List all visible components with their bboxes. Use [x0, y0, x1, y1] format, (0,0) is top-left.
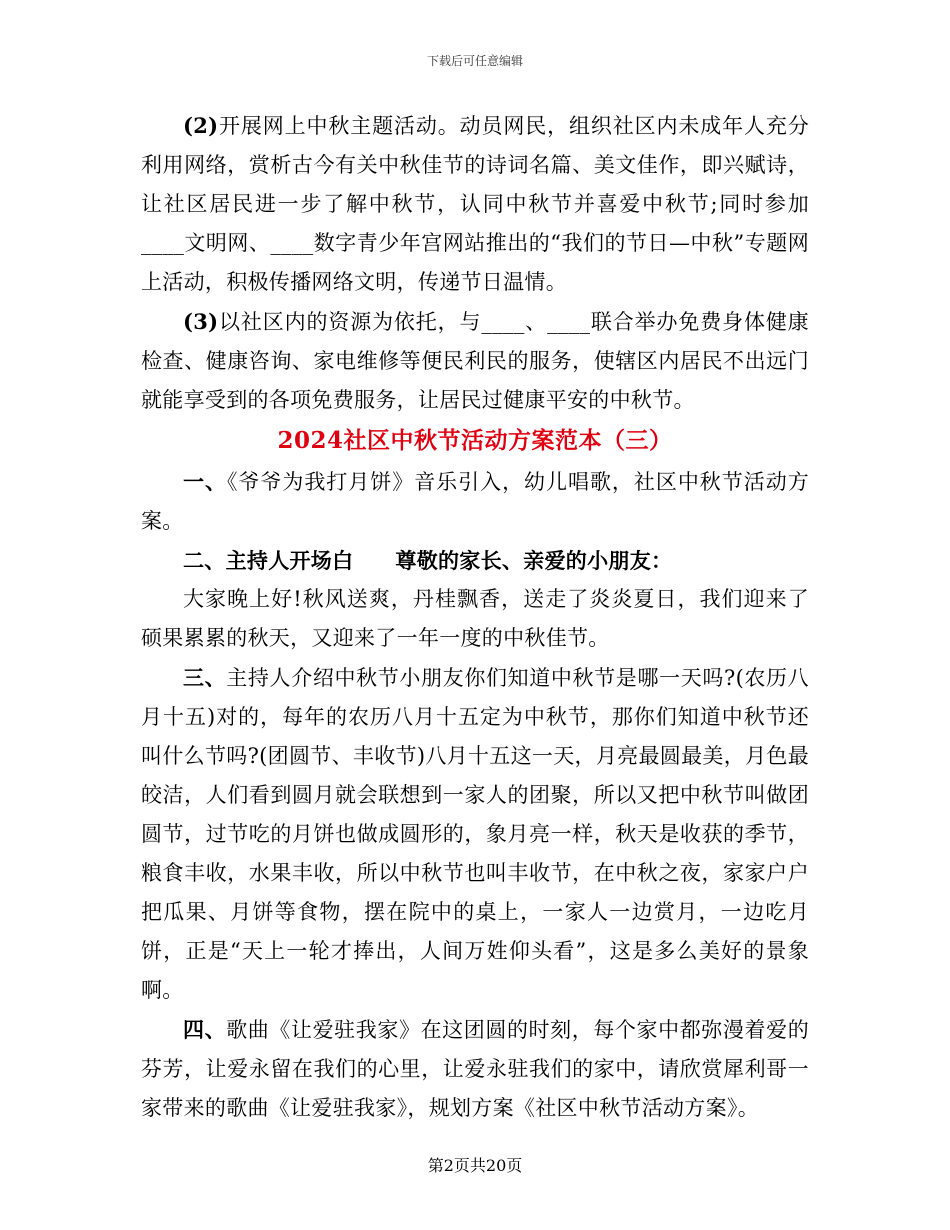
- section-number: 一、: [183, 469, 227, 494]
- paragraph-item-2: [141, 106, 809, 302]
- paragraph-text: 主持人介绍中秋节小朋友你们知道中秋节是哪一天吗?(农历八月十五)对的，每年的农历八月十五定为中秋节，那你们知道中秋节还叫什么节吗?(团圆节、丰收节)八月十五这一天，月亮最圆最美，月色最皎洁，人们看到圆月就会联想到一家人的团聚，所以又把中秋节叫做团圆节，过节吃的月饼也做成圆形的，象月亮一样，秋天是收获的季节，粮食丰收，水果丰收，所以中秋节也叫丰收节，在中秋之夜，家家户户把瓜果、月饼等食物，摆在院中的桌上，一家人一边赏月，一边吃月饼，正是“天上一轮才捧出，人间万姓仰头看”，这是多么美好的景象啊。: [141, 666, 809, 1002]
- paragraph-section-2-body: [141, 580, 809, 658]
- page-footer: 第2页共20页: [427, 1156, 523, 1175]
- paragraph-section-4: [141, 1010, 809, 1128]
- section-number: 三、: [183, 665, 227, 690]
- paragraph-text: 开展网上中秋主题活动。动员网民，组织社区内未成年人充分利用网络，赏析古今有关中秋佳节的诗词名篇、美文佳作，即兴赋诗，让社区居民进一步了解中秋节，认同中秋节并喜爱中秋节;同时参加____文明网、____数字青少年宫网站推出的“我们的节日—中秋”专题网上活动，积极传播网络文明，传递节日温情。: [141, 114, 809, 294]
- paragraph-section-1: [141, 462, 809, 541]
- section-heading: 2024社区中秋节活动方案范本（三）: [277, 427, 673, 454]
- paragraph-item-3: [141, 302, 809, 420]
- document-body: [141, 106, 809, 1128]
- paragraph-text: 《爷爷为我打月饼》音乐引入，幼儿唱歌，社区中秋节活动方案。: [141, 470, 809, 533]
- page-header: 下载后可任意编辑: [426, 54, 523, 68]
- section-subtitle: 尊敬的家长、亲爱的小朋友：: [395, 548, 673, 573]
- item-number: (3): [183, 309, 219, 334]
- paragraph-text: 大家晚上好!秋风送爽，丹桂飘香，送走了炎炎夏日，我们迎来了硕果累累的秋天，又迎来了一年一度的中秋佳节。: [141, 587, 809, 650]
- paragraph-section-2-title: [141, 541, 809, 580]
- item-number: (2): [183, 113, 219, 138]
- section-number: 四、: [183, 1017, 227, 1042]
- paragraph-text: 以社区内的资源为依托，与____、____联合举办免费身体健康检查、健康咨询、家电维修等便民利民的服务，使辖区内居民不出远门就能享受到的各项免费服务，让居民过健康平安的中秋节。: [141, 310, 809, 412]
- paragraph-section-3: [141, 658, 809, 1010]
- section-title: 二、主持人开场白: [183, 548, 354, 573]
- paragraph-text: 歌曲《让爱驻我家》在这团圆的时刻，每个家中都弥漫着爱的芬芳，让爱永留在我们的心里，让爱永驻我们的家中，请欣赏犀利哥一家带来的歌曲《让爱驻我家》，规划方案《社区中秋节活动方案》。: [141, 1018, 809, 1120]
